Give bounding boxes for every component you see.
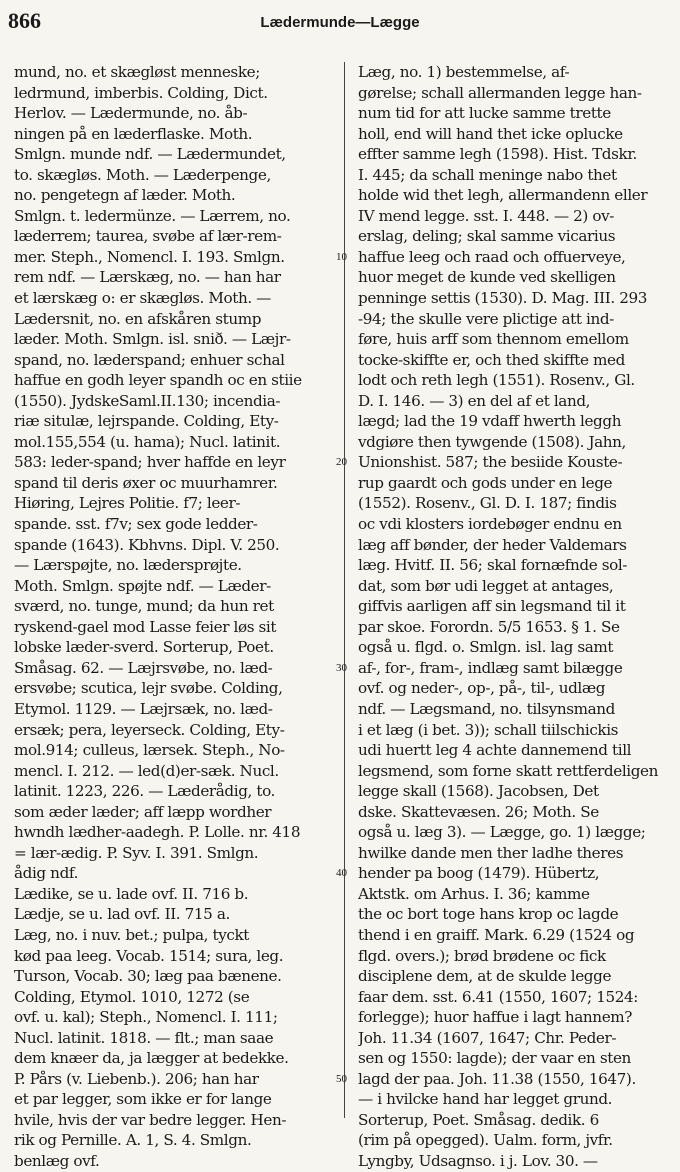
line-number-marker: 50	[336, 1072, 347, 1085]
text-line: dat, som bør udi legget at antages,	[358, 576, 614, 595]
text-line: vdgiøre then tywgende (1508). Jahn,	[358, 432, 626, 451]
text-line: som æder læder; aff læpp wordher	[14, 802, 272, 821]
text-line: ningen på en læderflaske. Moth.	[14, 124, 253, 143]
text-line: Nucl. latinit. 1818. — flt.; man saae	[14, 1028, 274, 1047]
text-line: spande (1643). Kbhvns. Dipl. V. 250.	[14, 535, 280, 554]
text-line: latinit. 1223, 226. — Læderådig, to.	[14, 782, 275, 801]
text-line: hender pa boog (1479). Hübertz,	[358, 864, 600, 883]
text-line: et lærskæg o: er skægløs. Moth. —	[14, 289, 271, 308]
text-line: Lædersnit, no. en afskåren stump	[14, 309, 262, 328]
text-line: mol.155,554 (u. hama); Nucl. latinit.	[14, 432, 281, 451]
text-line: rik og Pernille. A. 1, S. 4. Smlgn.	[14, 1131, 252, 1150]
column-divider	[344, 62, 345, 1118]
text-line: Smlgn. t. ledermünze. — Lærrem, no.	[14, 206, 291, 225]
text-line: ovf. og neder-, op-, på-, til-, udlæg	[358, 679, 606, 698]
line-number-marker: 30	[336, 661, 347, 674]
text-line: dske. Skattevæsen. 26; Moth. Se	[358, 802, 599, 821]
text-line: Læg, no. 1) bestemmelse, af-	[358, 63, 570, 81]
text-line: Hiøring, Lejres Politie. f7; leer-	[14, 494, 241, 513]
text-line: par skoe. Forordn. 5/5 1653. § 1. Se	[358, 617, 620, 636]
text-line: rem ndf. — Lærskæg, no. — han har	[14, 268, 281, 287]
text-line: Lyngby, Udsagnso. i j. Lov. 30. —	[358, 1151, 598, 1170]
text-line: læder. Moth. Smlgn. isl. snið. — Læjr-	[14, 330, 291, 349]
text-line: faar dem. sst. 6.41 (1550, 1607; 1524:	[358, 987, 638, 1006]
text-line: i et læg (i bet. 3)); schall tiilschickis	[358, 720, 619, 739]
text-line: Colding, Etymol. 1010, 1272 (se	[14, 987, 250, 1006]
text-line: forlegge); huor haffue i lagt hannem?	[358, 1008, 633, 1027]
text-line: spand, no. læderspand; enhuer schal	[14, 350, 285, 369]
text-line: lodt och reth legh (1551). Rosenv., Gl.	[358, 371, 635, 390]
text-line: ersæk; pera, leyerseck. Colding, Ety-	[14, 720, 285, 739]
text-line: flgd. overs.); brød brødene oc fick	[358, 946, 606, 965]
text-line: også u. læg 3). — Lægge, go. 1) lægge;	[358, 823, 646, 842]
text-line: holde wid thet legh, allermandenn eller	[358, 186, 648, 205]
text-line: hwndh lædher-aadegh. P. Lolle. nr. 418	[14, 823, 301, 842]
text-line: Småsag. 62. — Læjrsvøbe, no. læd-	[14, 658, 273, 677]
text-line: I. 445; da schall meninge nabo thet	[358, 165, 617, 184]
text-line: spand til deris øxer oc muurhamrer.	[14, 473, 278, 492]
text-line: giffvis aarligen aff sin legsmand til it	[358, 597, 626, 616]
text-line: sen og 1550: lagde); der vaar en sten	[358, 1049, 631, 1068]
text-line: — i hvilcke hand har legget grund.	[358, 1090, 613, 1109]
text-line: ersvøbe; scutica, lejr svøbe. Colding,	[14, 679, 283, 698]
text-line: lagd der paa. Joh. 11.38 (1550, 1647).	[358, 1069, 636, 1088]
text-line: no. pengetegn af læder. Moth.	[14, 186, 236, 205]
text-line: sværd, no. tunge, mund; da hun ret	[14, 597, 274, 616]
text-line: oc vdi klosters iordebøger endnu en	[358, 515, 622, 534]
text-line: mencl. I. 212. — led(d)er-sæk. Nucl.	[14, 761, 279, 780]
text-line: Etymol. 1129. — Læjrsæk, no. læd-	[14, 699, 273, 718]
text-line: -94; the skulle vere plictige att ind-	[358, 309, 614, 328]
text-line: Læg, no. i nuv. bet.; pulpa, tyckt	[14, 925, 250, 944]
right-column	[358, 62, 668, 1172]
text-line: the oc bort toge hans krop oc lagde	[358, 905, 619, 924]
text-line: kød paa leeg. Vocab. 1514; sura, leg.	[14, 946, 284, 965]
text-line: læderrem; taurea, svøbe af lær-rem-	[14, 227, 282, 246]
text-line: legge skall (1568). Jacobsen, Det	[358, 782, 599, 801]
text-line: IV mend legge. sst. I. 448. — 2) ov-	[358, 206, 614, 225]
text-line: = lær-ædig. P. Syv. I. 391. Smlgn.	[14, 843, 259, 862]
text-line: lægd; lad the 19 vdaff hwerth leggh	[358, 412, 622, 431]
text-line: Sorterup, Poet. Småsag. dedik. 6	[358, 1110, 599, 1129]
text-line: holl, end will hand thet icke oplucke	[358, 124, 623, 143]
text-line: legsmend, som forne skatt rettferdeligen	[358, 761, 659, 780]
text-line: erslag, deling; skal samme vicarius	[358, 227, 616, 246]
text-line: Smlgn. munde ndf. — Lædermundet,	[14, 145, 286, 164]
text-line: tocke-skiffte er, och thed skiffte med	[358, 350, 625, 369]
line-number-marker: 10	[336, 250, 347, 263]
text-line: riæ situlæ, lejrspande. Colding, Ety-	[14, 412, 279, 431]
text-line: føre, huis arff som thennom emellom	[358, 330, 629, 349]
text-line: rup gaardt och gods under en lege	[358, 473, 613, 492]
text-line: af-, for-, fram-, indlæg samt bilægge	[358, 658, 623, 677]
text-line: ovf. u. kal); Steph., Nomencl. I. 111;	[14, 1008, 278, 1027]
text-line: mer. Steph., Nomencl. I. 193. Smlgn.	[14, 247, 285, 266]
text-line: Turson, Vocab. 30; læg paa bænene.	[14, 967, 282, 986]
text-line: mol.914; culleus, lærsek. Steph., No-	[14, 741, 285, 760]
text-line: Lædje, se u. lad ovf. II. 715 a.	[14, 905, 230, 924]
text-line: også u. flgd. o. Smlgn. isl. lag samt	[358, 638, 614, 657]
text-line: læg aff bønder, der heder Valdemars	[358, 535, 627, 554]
line-number-marker: 20	[336, 456, 347, 469]
text-line: Aktstk. om Arhus. I. 36; kamme	[358, 884, 590, 903]
left-column	[14, 62, 326, 1172]
text-line: et par legger, som ikke er for lange	[14, 1090, 272, 1109]
text-line: Joh. 11.34 (1607, 1647; Chr. Peder-	[358, 1028, 617, 1047]
line-number-marker: 40	[336, 867, 347, 880]
text-line: lobske læder-sverd. Sorterup, Poet.	[14, 638, 274, 657]
text-line: ådig ndf.	[14, 864, 78, 883]
text-line: ndf. — Lægsmand, no. tilsynsmand	[358, 699, 615, 718]
page-header	[8, 8, 672, 44]
text-line: hwilke dande men ther ladhe theres	[358, 843, 624, 862]
text-line: (1552). Rosenv., Gl. D. I. 187; findis	[358, 494, 617, 513]
text-line: effter samme legh (1598). Hist. Tdskr.	[358, 145, 637, 164]
text-line: Herlov. — Lædermunde, no. åb-	[14, 104, 248, 123]
text-line: haffue leeg och raad och offuerveye,	[358, 247, 626, 266]
text-line: 583: leder-spand; hver haffde en leyr	[14, 453, 286, 472]
text-line: dem knæer da, ja lægger at bedekke.	[14, 1049, 289, 1068]
text-line: (1550). JydskeSaml.II.130; incendia-	[14, 391, 281, 410]
text-line: spande. sst. f7v; sex gode ledder-	[14, 515, 258, 534]
text-line: (rim på opegged). Ualm. form, jvfr.	[358, 1131, 613, 1150]
text-line: Lædike, se u. lade ovf. II. 716 b.	[14, 884, 249, 903]
text-line: penninge settis (1530). D. Mag. III. 293	[358, 289, 647, 308]
text-line: num tid for att lucke samme trette	[358, 104, 611, 123]
text-line: gørelse; schall allermanden legge han-	[358, 83, 642, 102]
text-line: haffue en godh leyer spandh oc en stiie	[14, 371, 302, 390]
page-number: 866	[8, 8, 41, 33]
text-line: læg. Hvitf. II. 56; skal fornæfnde sol-	[358, 556, 628, 575]
text-line: mund, no. et skægløst menneske;	[14, 63, 260, 81]
text-line: disciplene dem, at de skulde legge	[358, 967, 612, 986]
running-head: Lædermunde—Lægge	[260, 14, 420, 31]
text-line: thend i en graiff. Mark. 6.29 (1524 og	[358, 925, 635, 944]
text-line: P. Pårs (v. Liebenb.). 206; han har	[14, 1069, 259, 1088]
text-line: D. I. 146. — 3) en del af et land,	[358, 391, 591, 410]
text-line: hvile, hvis der var bedre legger. Hen-	[14, 1110, 287, 1129]
text-line: ledrmund, imberbis. Colding, Dict.	[14, 83, 268, 102]
text-line: to. skægløs. Moth. — Læderpenge,	[14, 165, 271, 184]
text-line: Unionshist. 587; the besiide Kouste-	[358, 453, 623, 472]
text-line: udi huertt leg 4 achte dannemend till	[358, 741, 632, 760]
text-line: huor meget de kunde ved skelligen	[358, 268, 616, 287]
text-line: — Lærspøjte, no. lædersprøjte.	[14, 556, 242, 575]
text-line: Moth. Smlgn. spøjte ndf. — Læder-	[14, 576, 271, 595]
text-line: benlæg ovf.	[14, 1151, 100, 1170]
text-line: ryskend-gael mod Lasse feier løs sit	[14, 617, 277, 636]
